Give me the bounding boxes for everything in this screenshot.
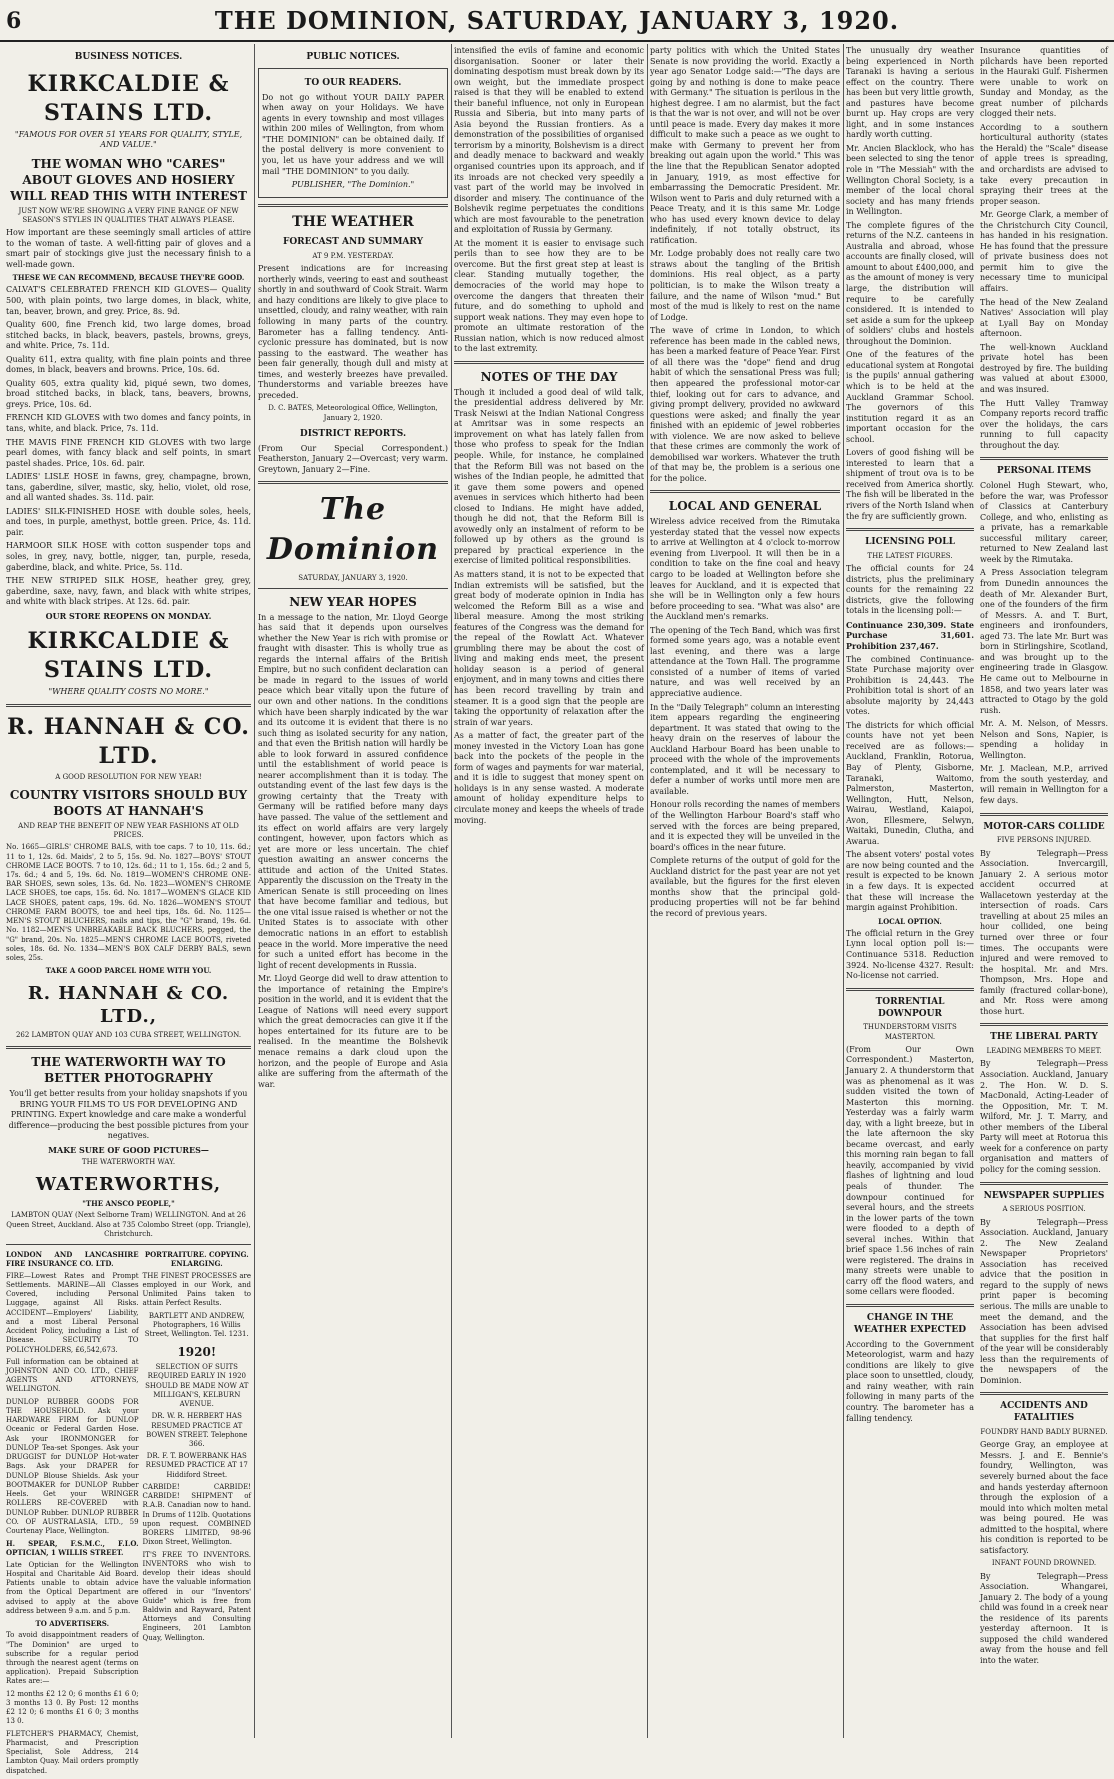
- inventors-ad: IT'S FREE TO INVENTORS. INVENTORS who wish to develop their ideas should have the valuable information offered in our "Inventors' Guide" which is free from Baldwin and Rayward, Patent Attorneys and Consulting Engineers, 201 Lambton Quay, Wellington.: [142, 1550, 251, 1642]
- licensing-body: The districts for which official counts have not yet been received are as follows:—Auckland, Franklin, Rotorua, Bay of Plenty, Gisborne, Taranaki, Waitomo, Palmerston, Masterton, Wellington, Hutt, Nelson, Wairau, Westland, Kaiapoi, Avon, Ellesmere, Selwyn, Waitaki, Dunedin, Clutha, and Awarua.: [846, 720, 974, 846]
- local-item: Mr. Ancien Blacklock, who has been selected to sing the tenor role in "The Messiah" with the Wellington Choral Society, is a member of the local choral society and has many friends in Wellington.: [846, 143, 974, 217]
- insurance-body: FIRE—Lowest Rates and Prompt Settlements. MARINE—All Classes Covered, including Personal Luggage, against All Risks. ACCIDENT—Employers' Liability, and a most Liberal Personal Accident Policy, including a List of Disease. SECURITY TO POLICYHOLDERS, £6,542,673.: [6, 1271, 139, 1354]
- waterworth-store: "THE ANSCO PEOPLE,": [82, 1199, 175, 1209]
- local-item: The complete figures of the returns of the N.Z. canteens in Australia and abroad, whose accounts are finally closed, will amount to about £400,000, and as the amount of money is very large, the distribution will require to be carefully considered. It is intended to set aside a sum for the upkeep of soldiers' clubs and hostels throughout the Dominion.: [846, 220, 974, 346]
- district-heading: DISTRICT REPORTS.: [299, 428, 407, 439]
- newspaper-title: THE DOMINION, SATURDAY, JANUARY 3, 1920.: [214, 6, 900, 35]
- column-rule: [843, 44, 844, 1738]
- insurance-info: Full information can be obtained at JOHNSTON AND CO. LTD., CHIEF AGENTS AND ATTORNEYS, WELLINGTON.: [6, 1357, 139, 1394]
- column-rule: [647, 44, 648, 1738]
- hannah-sub: A GOOD RESOLUTION FOR NEW YEAR!: [55, 772, 202, 781]
- motor-body: By Telegraph—Press Association. Invercargill, January 2. A serious motor accident occurred at Wallacetown yesterday at the intersection of roads. Cars travelling at about 25 miles an hour collided, one being turned over three or four times. The occupants were injured and were removed to the hospital. Mr. and Mrs. Thompson, Mrs. Hope and family (fractured collar-bone), and Mr. Ross were among those hurt.: [980, 848, 1108, 1016]
- licensing-body: The combined Continuance-State Purchase majority over Prohibition is 24,443. The Prohibition total is short of an absolute majority by 24,443 votes.: [846, 654, 974, 717]
- divider: [258, 481, 448, 484]
- personal-body: A Press Association telegram from Dunedin announces the death of Mr. Alexander Burt, one of the founders of the firm of Messrs. A. and T. Burt, engineers and ironfounders, aged 73. The late Mr. Burt was born in Stirlingshire, Scotland, and was brought up to the engineering trade in Glasgow. He came out to Melbourne in 1858, and two years later was attracted to Otago by the gold rush.: [980, 568, 1108, 715]
- waterworth-sure: MAKE SURE OF GOOD PICTURES—: [48, 1144, 209, 1155]
- ad-row: [6, 1250, 251, 1779]
- kirkcaldie-item: FRENCH KID GLOVES with two domes and fancy points, in tans, white, and black. Price, 7s. 11d.: [6, 413, 251, 433]
- divider: [980, 1392, 1108, 1395]
- column-rule: [254, 44, 255, 1738]
- hannah-intro: AND REAP THE BENEFIT OF NEW YEAR FASHIONS AT OLD PRICES.: [18, 821, 239, 840]
- local-item: The Hutt Valley Tramway Company reports record traffic over the holidays, the cars running to full capacity throughout the day.: [980, 398, 1108, 450]
- divider: [980, 457, 1108, 460]
- advertisers-body: To avoid disappointment readers of "The Dominion" are urged to subscribe for a regular period through the nearest agent (terms on application). Prepaid Subscription Rates are:—: [6, 1631, 139, 1686]
- waterworth-body: You'll get better results from your holiday snapshots if you BRING YOUR FILMS TO US FOR DEVELOPING AND PRINTING. Expert knowledge and care make a wonderful difference—producing the best possible pictures from your negatives.: [8, 1088, 249, 1141]
- advertisers-heading: TO ADVERTISERS.: [35, 1619, 110, 1629]
- kirkcaldie-name-footer: KIRKCALDIE & STAINS LTD.: [27, 628, 230, 684]
- column-rule: [451, 44, 452, 1738]
- kirkcaldie-name: KIRKCALDIE & STAINS LTD.: [27, 70, 230, 126]
- local-item: The head of the New Zealand Natives' Association will play at Lyall Bay on Monday afternoon.: [980, 297, 1108, 339]
- carbide-ad: CARBIDE! CARBIDE! CARBIDE! SHIPMENT of R.A.B. Canadian now to hand. In Drums of 112lb. Quotations upon request. COMBINED BORERS LIMITED, 98-96 Dixon Street, Wellington.: [142, 1482, 251, 1547]
- accidents-sub: FOUNDRY HAND BADLY BURNED.: [980, 1428, 1108, 1437]
- local-heading: LOCAL AND GENERAL: [668, 499, 822, 514]
- local-body: Honour rolls recording the names of members of the Wellington Harbour Board's staff who served with the forces are being prepared, and it is expected they will be unveiled in the board's offices in the near future.: [650, 800, 840, 852]
- herbert-ad: DR. W. R. HERBERT HAS RESUMED PRACTICE AT BOWEN STREET. Telephone 366.: [146, 1412, 248, 1448]
- portrait-body: THE FINEST PROCESSES are employed in our Work, and Unlimited Pains taken to attain Perfect Results.: [142, 1271, 251, 1308]
- side-ads: [143, 1250, 251, 1779]
- kirkcaldie-headline: THE WOMAN WHO "CARES" ABOUT GLOVES AND HOSIERY WILL READ THIS WITH INTEREST: [10, 157, 247, 203]
- subcolumns: [846, 46, 1108, 1670]
- kirkcaldie-item: THE MAVIS FINE FRENCH KID GLOVES with two large pearl domes, with fancy black and self points, in smart pastel shades. Price, 10s. 6d. pair.: [6, 437, 251, 468]
- downpour-body: (From Our Own Correspondent.) Masterton, January 2. A thunderstorm that was as phenomenal as it was sudden visited the town of Masterton this morning. Yesterday was a fairly warm day, with a light breeze, but in the late afternoon the sky became overcast, and early this morning rain began to fall heavily, accompanied by vivid flashes of lightning and loud peals of thunder. The downpour continued for several hours, and the streets in the lower parts of the town were flooded to a depth of several inches. Within that brief space 1.56 inches of rain were registered. The drains in many streets were unable to carry off the flood waters, and some cellars were flooded.: [846, 1044, 974, 1297]
- kirkcaldie-body: How important are these seemingly small articles of attire to the woman of taste. A well-fitting pair of gloves and a smart pair of stockings give just the necessary finish to a well-made gown.: [6, 227, 251, 269]
- motor-sub: FIVE PERSONS INJURED.: [996, 836, 1092, 845]
- local-item: The well-known Auckland private hotel has been destroyed by fire. The building was valued at about £3000, and was insured.: [980, 342, 1108, 394]
- weather-time: AT 9 P.M. YESTERDAY.: [312, 252, 394, 261]
- personal-body: Mr. A. M. Nelson, of Messrs. Nelson and Sons, Napier, is spending a holiday in Wellington.: [980, 719, 1108, 760]
- divider: [6, 1244, 251, 1245]
- liberal-sub: LEADING MEMBERS TO MEET.: [986, 1047, 1102, 1056]
- fletcher-ad: FLETCHER'S PHARMACY, Chemist, Pharmacist, and Prescription Specialist, Sole Address, 214 Lambton Quay. Mail orders promptly dispatched.: [6, 1729, 139, 1775]
- weather-body: Present indications are for increasing northerly winds, veering to east and southeast shortly in and southward of Cook Strait. Warm and hazy conditions are likely to give place to unsettled, cloudy, and rainy weather, with rain following in many parts of the country. Barometer has a falling tendency. Anti-cyclonic pressure has dominated, but is now passing to the eastward. The weather has been fair generally, though dull and misty at times, and westerly breezes have prevailed. Thunderstorms and variable breezes have preceded.: [258, 264, 448, 400]
- licensing-sub: THE LATEST FIGURES.: [867, 551, 953, 560]
- kirkcaldie-reopen: OUR STORE REOPENS ON MONDAY.: [45, 610, 212, 621]
- divider: [6, 1046, 251, 1049]
- masthead: [0, 0, 1114, 42]
- kirkcaldie-item: Quality 611, extra quality, with fine plain points and three domes, in black, beavers and browns. Price, 10s. 6d.: [6, 354, 251, 375]
- hannah-items: No. 1665—GIRLS' CHROME BALS, with toe caps. 7 to 10, 11s. 6d.; 11 to 1, 12s. 6d. Maids', 2 to 5, 15s. 9d. No. 1827—BOYS' STOUT CHROME LACE BOOTS. 7 to 10, 12s. 6d.; 11 to 1, 15s. 6d.; 2 and 5, 17s. 6d.; 4 and 5, 19s. 6d. No. 1819—WOMEN'S CHROME ONE-BAR SHOES, sewn soles, 13s. 6d. No. 1823—WOMEN'S CHROME LACE SHOES, toe caps, 15s. 6d. No. 1817—WOMEN'S GLACE KID LACE SHOES, patent caps, 19s. 6d. No. 1826—WOMEN'S STOUT CHROME FARM BOOTS, toe and heel tips, 18s. 6d. No. 1125—MEN'S STOUT BLUCHERS, nails and tips, the "G" brand, 19s. 6d. No. 1182—MEN'S UNBREAKABLE BACK BLUCHERS, pegged, the "G" brand, 20s. No. 1825—MEN'S CHROME LACE BOOTS, riveted soles, 18s. 6d. No. 1334—MEN'S BOX CALF DERBY BALS, sewn soles, 25s.: [6, 843, 251, 963]
- hannah-headline: COUNTRY VISITORS SHOULD BUY BOOTS AT HANNAH'S: [9, 788, 248, 818]
- licensing-body: The absent voters' postal votes are now being counted and the result is expected to be known in a few days. It is expected that these will increase the margin against Prohibition.: [846, 850, 974, 913]
- divider: [650, 490, 840, 493]
- divider: [980, 1182, 1108, 1185]
- change-heading: CHANGE IN THE WEATHER EXPECTED: [853, 1312, 967, 1335]
- local-option-body: The official return in the Grey Lynn local option poll is:— Continuance 5318. Reduction 3924. No-license 4327. Result: No-license not carried.: [846, 928, 974, 981]
- kirkcaldie-tagline-footer: "WHERE QUALITY COSTS NO MORE.": [48, 687, 209, 697]
- bowerbank-ad: DR. F. T. BOWERBANK HAS RESUMED PRACTICE AT 17 Hiddiford Street.: [145, 1452, 248, 1479]
- newspaper-heading: NEWSPAPER SUPPLIES: [983, 1190, 1105, 1201]
- column-advertisements: [6, 46, 251, 1775]
- kirkcaldie-item: HARMOOR SILK HOSE with cotton suspender tops and soles, in grey, navy, bottle, nigger, tan, purple, reseda, gaberdine, black, and white. Price, 5s. 11d.: [6, 541, 251, 572]
- downpour-heading: TORRENTIAL DOWNPOUR: [875, 996, 945, 1019]
- local-body: In the "Daily Telegraph" column an interesting item appears regarding the engineering department. It was stated that owing to the heavy drain on the reserves of labour the Auckland Harbour Board has been unable to proceed with the whole of the improvements contemplated, and it will be necessary to defer a number of works until more men are available.: [650, 702, 840, 796]
- liberal-body: By Telegraph—Press Association. Auckland, January 2. The Hon. W. D. S. MacDonald, Acting-Leader of the Opposition, Mr. T. M. Wilford, Mr. J. T. Marry, and other members of the Liberal Party will meet at Rotorua this week for a conference on party organisation and matters of policy for the coming session.: [980, 1059, 1108, 1174]
- licensing-body: The official counts for 24 districts, plus the preliminary counts for the remaining 22 districts, give the following totals in the licensing poll:—: [846, 564, 974, 616]
- subcolumn-left: [846, 46, 974, 1670]
- divider: [6, 704, 251, 707]
- local-option-heading: LOCAL OPTION.: [878, 916, 942, 926]
- local-body: Wireless advice received from the Rimutaka yesterday stated that the vessel now expects to arrive at Wellington at 4 o'clock to-morrow evening from Liverpool. It will then be in a condition to take on the fine coal and heavy cargo to be loaded at Wellington before she leaves for Auckland, and it is expected that she will be in Wellington only a few hours before proceeding to sea. "What was also" are the Auckland men's remarks.: [650, 517, 840, 622]
- waterworth-name: WATERWORTHS,: [35, 1174, 222, 1196]
- notes-heading: NOTES OF THE DAY: [480, 369, 618, 384]
- hannah-address: 262 LAMBTON QUAY AND 103 CUBA STREET, WELLINGTON.: [15, 1031, 242, 1040]
- kirkcaldie-tagline: "FAMOUS FOR OVER 51 YEARS FOR QUALITY, STYLE, AND VALUE.": [14, 129, 243, 150]
- publisher: PUBLISHER, "The Dominion.": [291, 180, 415, 190]
- licensing-totals: Continuance 230,309. State Purchase 31,601. Prohibition 237,467.: [846, 619, 974, 651]
- hannah-name-footer: R. HANNAH & CO. LTD.,: [27, 982, 230, 1028]
- dominion-masthead: The Dominion: [266, 492, 440, 567]
- readers-heading: TO OUR READERS.: [304, 77, 402, 88]
- motor-heading: MOTOR-CARS COLLIDE: [983, 821, 1105, 832]
- divider: [846, 528, 974, 531]
- readers-notice: [258, 68, 448, 198]
- kirkcaldie-item: LADIES' LISLE HOSE in fawns, grey, champagne, brown, tans, gaberdine, silver, mastic, sky, helio, violet, old rose, and all wanted shades. 3s. 11d. pair.: [6, 472, 251, 503]
- change-body: According to the Government Meteorologist, warm and hazy conditions are likely to give place soon to unsettled, cloudy, and rainy weather, with rain following in many parts of the country. The barometer has a falling tendency.: [846, 1339, 974, 1423]
- spear-name: H. SPEAR, F.S.M.C., F.I.O. OPTICIAN, 1 WILLIS STREET.: [6, 1539, 139, 1558]
- waterworth-address: LAMBTON QUAY (Next Selborne Tram) WELLINGTON. And at 26 Queen Street, Auckland. Also at 735 Colombo Street (opp. Triangle), Christchurch.: [6, 1211, 251, 1238]
- waterworth-headline: THE WATERWORTH WAY TO BETTER PHOTOGRAPHY: [31, 1055, 226, 1086]
- weather-heading: THE WEATHER: [292, 213, 414, 230]
- notes-continued: Mr. Lodge probably does not really care two straws about the tangling of the British dominions. His real object, as a party politician, is to make the Wilson treaty a failure, and the name of Wilson "mud." But most of the mud is likely to rest on the name of Lodge.: [650, 249, 840, 322]
- dominion-date: SATURDAY, JANUARY 3, 1920.: [298, 573, 408, 582]
- column-notices-editorial: [258, 46, 448, 1736]
- newspaper-sub: A SERIOUS POSITION.: [1002, 1205, 1086, 1214]
- subcolumn-right: [980, 46, 1108, 1670]
- local-body: The opening of the Tech Band, which was first formed some years ago, was a notable event last evening, and there was a large attendance at the Town Hall. The programme consisted of a number of items of varied nature, and was well received by an appreciative audience.: [650, 625, 840, 698]
- kirkcaldie-item: CALVAT'S CELEBRATED FRENCH KID GLOVES— Quality 500, with plain points, two large domes, in black, white, tan, beaver, brown, and grey. Price, 8s. 9d.: [6, 285, 251, 316]
- section-heading: BUSINESS NOTICES.: [74, 52, 183, 62]
- readers-body: Do not go without YOUR DAILY PAPER when away on your Holidays. We have agents in every township and most villages within 200 miles of Wellington, from whom "THE DOMINION" can be obtained daily. If the postal delivery is more convenient to you, let us have your address and we will mail "THE DOMINION" to you daily.: [262, 92, 444, 176]
- divider: [980, 813, 1108, 816]
- portrait-name: BARTLETT AND ANDREW, Photographers, 16 Willis Street, Wellington. Tel. 1231.: [144, 1311, 249, 1339]
- column-local-news: [650, 46, 840, 1736]
- accidents-body: George Gray, an employee at Messrs. J. and E. Bennie's foundry, Wellington, was severely burned about the face and hands yesterday afternoon through the explosion of a mould into which molten metal was being poured. He was admitted to the hospital, where his condition is reported to be satisfactory.: [980, 1440, 1108, 1555]
- insurance-ad: [6, 1250, 139, 1779]
- personal-body: Mr. J. Maclean, M.P., arrived from the south yesterday, and will remain in Wellington for a few days.: [980, 764, 1108, 805]
- hannah-parcel: TAKE A GOOD PARCEL HOME WITH YOU.: [45, 966, 212, 976]
- kirkcaldie-item: LADIES' SILK-FINISHED HOSE with double soles, heels, and toes, in purple, amethyst, bottle green. Price, 4s. 11d. pair.: [6, 506, 251, 537]
- local-item: Mr. George Clark, a member of the Christchurch City Council, has handed in his resignation. He has found that the pressure of private business does not permit him to give the necessary time to municipal affairs.: [980, 210, 1108, 294]
- kirkcaldie-intro: JUST NOW WE'RE SHOWING A VERY FINE RANGE OF NEW SEASON'S STYLES IN QUALITIES THAT ALWAYS PLEASE.: [18, 206, 239, 224]
- local-item: The unusually dry weather being experienced in North Taranaki is having a serious effect on the country. There has been but very little growth, and pastures have become burnt up. Hay crops are very light, and in some instances hardly worth cutting.: [846, 46, 974, 140]
- page-number: 6: [6, 8, 22, 34]
- notes-body: As matters stand, it is not to be expected that Indian extremists will be satisfied, but the great body of moderate opinion in India has welcomed the Reform Bill as a wise and liberal measure. Among the most striking features of the Congress was the demand for the repeal of the Rowlatt Act. Whatever grumbling there may be about the cost of living and making ends meet, the present holiday season is a period of general enjoyment, and in many towns and cities there has been record travelling by train and steamer. It is a good sign that the people are taking the opportunity of relaxation after the strain of war years.: [454, 569, 645, 727]
- divider: [846, 1304, 974, 1307]
- portrait-heading: PORTRAITURE. COPYING. ENLARGING.: [144, 1250, 249, 1269]
- suits-ad: SELECTION OF SUITS REQUIRED EARLY IN 1920 SHOULD BE MADE NOW AT MILLIGAN'S, KELBURN AVENUE.: [145, 1363, 249, 1409]
- weather-subheading: FORECAST AND SUMMARY: [282, 237, 424, 248]
- notes-continued: party politics with which the United States Senate is now providing the world. Exactly a year ago Senator Lodge said:—"The days are going by and nothing is done to make peace with Germany." The situation is perilous in the highest degree. I am no alarmist, but the fact is that the war is not over, and will not be over until peace is made. Every day makes it more difficult to make such a peace as we ought to make with Germany to prevent her from breaking out again upon the world." This was the line that the Republican Senator adopted in January, 1919, as most effective for embarrassing the Democratic President. Mr. Wilson went to Paris and duly returned with a Peace Treaty, and it is this same Mr. Lodge who has used every known device to delay indefinitely, if not totally obstruct, its ratification.: [650, 46, 840, 245]
- dunlop-ad: DUNLOP RUBBER GOODS FOR THE HOUSEHOLD. Ask your HARDWARE FIRM for DUNLOP Oceanic or Federal Garden Hose. Ask your IRONMONGER for DUNLOP Tea-set Sponges. Ask your DRUGGIST for DUNLOP Hot-water Bags. Ask your DRAPER for DUNLOP Blouse Shields. Ask your BOOTMAKER for DUNLOP Rubber Heels. Get your WRINGER ROLLERS RE-COVERED with DUNLOP Rubber. DUNLOP RUBBER CO. OF AUSTRALASIA, LTD., 59 Courtenay Place, Wellington.: [6, 1397, 139, 1535]
- notes-body: Though it included a good deal of wild talk, the presidential address delivered by Mr. Trask Neiswi at the Indian National Congress at Amritsar was in some respects an improvement on what has lately fallen from those who profess to speak for the Indian people. While, for instance, he complained that the Reform Bill was not based on the wishes of the Indian people, he admitted that it gave them some powers and opened avenues in services which hitherto had been closed to Indians. He might have added, though he did not, that the Reform Bill is avowedly only an instalment of reform to be followed up by others as the ground is prepared by practical experience in the exercise of limited political responsibilities.: [454, 387, 644, 566]
- divider: [258, 204, 448, 207]
- notes-continued: The wave of crime in London, to which reference has been made in the cabled news, has been a marked feature of Peace Year. First of all there was the "dope" fiend and drug habit of which the sensational Press was full; then appeared the professional motor-car thief, looking out for cars to advance, and giving prompt delivery, provided no awkward questions were asked; and finally the year finished with an epidemic of jewel robberies with violence. We are now asked to believe that these crimes are commonly the work of demobilised war workers. Whatever the truth of that may be, the problem is a serious one for the police.: [650, 326, 840, 483]
- column-editorial-notes: [454, 46, 644, 1736]
- newspaper-body: By Telegraph—Press Association. Auckland, January 2. The New Zealand Newspaper Proprietors' Association has received advice that the position in regard to the supply of news print paper is becoming serious. The mills are unable to meet the demand, and the Association has been advised that supplies for the first half of the year will be considerably less than the requirements of the newspapers of the Dominion.: [980, 1217, 1108, 1385]
- weather-signature: D. C. BATES, Meteorological Office, Wellington, January 2, 1920.: [268, 404, 438, 422]
- personal-body: Colonel Hugh Stewart, who, before the war, was Professor of Classics at Canterbury College, and who, enlisting as a private, has a remarkable successful military career, returned to New Zealand last week by the Rimutaka.: [980, 481, 1108, 564]
- notes-body: As a matter of fact, the greater part of the money invested in the Victory Loan has gone back into the pockets of the people in the form of wages and payments for war material, and it is idle to suggest that money spent on holidays is in any sense wasted. A moderate amount of holiday expenditure helps to circulate money and keeps the wheels of trade moving.: [454, 731, 644, 825]
- local-item: According to a southern horticultural authority (states the Herald) the "Scale" disease of apple trees is spreading, and orchardists are advised to take every precaution in spraying their trees at the proper season.: [980, 122, 1108, 206]
- waterworth-way: THE WATERWORTH WAY.: [81, 1158, 176, 1167]
- liberal-heading: THE LIBERAL PARTY: [990, 1032, 1098, 1043]
- personal-heading: PERSONAL ITEMS: [996, 466, 1092, 477]
- insurance-name: LONDON AND LANCASHIRE FIRE INSURANCE CO. LTD.: [6, 1250, 139, 1269]
- accidents-body: By Telegraph—Press Association. Whangarei, January 2. The body of a young child was found in a creek near the residence of its parents yesterday afternoon. It is supposed the child wandered away from the house and fell into the water.: [980, 1571, 1108, 1665]
- divider: [454, 361, 644, 364]
- spear-body: Late Optician for the Wellington Hospital and Charitable Aid Board. Patients unable to obtain advice from the Optical Department are advised to apply at the above address between 9 a.m. and 5 p.m.: [6, 1560, 139, 1615]
- kirkcaldie-recommend: THESE WE CAN RECOMMEND, BECAUSE THEY'RE GOOD.: [12, 273, 245, 283]
- downpour-sub: THUNDERSTORM VISITS MASTERTON.: [863, 1023, 957, 1041]
- subscription-rates: 12 months £2 12 0; 6 months £1 6 0; 3 months 13 0. By Post: 12 months £2 12 0; 6 months £1 6 0; 3 months 13 0.: [6, 1689, 139, 1726]
- district-body: (From Our Special Correspondent.) Featherston, January 2—Overcast; very warm. Greytown, January 2—Fine.: [258, 443, 448, 474]
- hannah-name: R. HANNAH & CO. LTD.: [7, 713, 250, 769]
- local-item: Insurance quantities of pilchards have been reported in the Hauraki Gulf. Fishermen were unable to work on Sunday and Monday, as the great number of pilchards clogged their nets.: [980, 46, 1108, 119]
- kirkcaldie-item: Quality 605, extra quality kid, piqué sewn, two domes, broad stitched backs, in black, tans, beavers, browns, greys. Price, 10s. 6d.: [6, 378, 251, 409]
- editorial-body: In a message to the nation, Mr. Lloyd George has said that it depends upon ourselves whether the New Year is rich with promise or fraught with disaster. This is wholly true as regards the internal affairs of the British Empire, but no such confident declaration can be made in regard to the issues of world peace which bear vitally upon the future of our own and other nations. In the conditions which have been sharply indicated by the war and its outcome it is evident that there is no such thing as isolated security for any nation, and that even the British nation will hardly be able to look forward in assured confidence until the establishment of world peace is nearer accomplishment than it is today. The outstanding event of the last few days is the growing certainty that the Treaty with Germany will be ratified before many days have passed. The value of the settlement and its effect on world affairs are very largely contingent, however, upon factors which as yet are more or less uncertain. The chief question awaiting an answer concerns the attitude and action of the United States. Apparently the discussion on the Treaty in the American Senate is still proceeding on lines that have become familiar and tedious, but the one vital issue raised is whether or not the United States is to associate with other democratic nations in an effort to establish peace in the world. More imperative the need for such a united effort has become in the light of recent developments in Russia.: [258, 612, 448, 970]
- divider: [258, 588, 448, 589]
- accidents-sub: INFANT FOUND DROWNED.: [991, 1559, 1097, 1568]
- notices-heading: PUBLIC NOTICES.: [306, 52, 400, 62]
- column-personal: [846, 46, 1108, 1736]
- editorial-body: Mr. Lloyd George did well to draw attention to the importance of retaining the Empire's position in the world, and it is evident that the League of Nations will need every support which the great democracies can give it if the hopes entertained for its future are to be realised. In the meantime the Bolshevik menace remains a dark cloud upon the horizon, and the people of Europe and Asia alike are suffering from the aftermath of the war.: [258, 974, 448, 1089]
- local-body: Complete returns of the output of gold for the Auckland district for the past year are not yet available, but the figures for the first eleven months show that the principal gold-producing properties will not be far behind the record of previous years.: [650, 856, 840, 918]
- local-item: One of the features of the educational system at Rongotai is the pupils' annual gathering which is to be held at the Auckland Grammar School. The governors of this institution regard it as an important occasion for the school.: [846, 350, 974, 444]
- kirkcaldie-item: THE NEW STRIPED SILK HOSE, heather grey, grey, gaberdine, saxe, navy, fawn, and black with white stripes, and white with black stripes. At 12s. 6d. pair.: [6, 576, 251, 607]
- licensing-heading: LICENSING POLL: [865, 537, 955, 548]
- editorial-continued: intensified the evils of famine and economic disorganisation. Sooner or later their dominating despotism must break down by its own weight, but the immediate prospect raised is that they will be enabled to extend their baneful influence, not only in European Russia and Siberia, but into many parts of Asia beyond the Russian frontiers. As a demonstration of the possibilities of organised terrorism by a minority, Bolshevism is a direct and deadly menace to backward and weakly organised countries upon its approach, and if its inroads are not checked very speedily a vast part of the world may be involved in disorder and misery. The continuance of the Bolshevik regime perpetuates the conditions which are most favourable to the penetration and exploitation of Russia by Germany.: [454, 46, 644, 235]
- year-banner: 1920!: [177, 1345, 217, 1360]
- editorial-heading: NEW YEAR HOPES: [289, 594, 417, 609]
- editorial-continued: At the moment it is easier to envisage such perils than to see how they are to be overcome. But the first great step at least is clear. Standing mutually together, the democracies of the world may hope to overcome the dangers that threaten their future, and do something to uphold and support weak nations. They may even hope to promote an ultimate restoration of the Russian nation, which is now reduced almost to the last extremity.: [454, 238, 644, 354]
- accidents-heading: ACCIDENTS AND FATALITIES: [1000, 1401, 1088, 1424]
- divider: [980, 1023, 1108, 1026]
- local-item: Lovers of good fishing will be interested to learn that a shipment of trout ova is to be received from America shortly. The fish will be liberated in the rivers of the North Island when the fry are sufficiently grown.: [846, 448, 974, 521]
- kirkcaldie-item: Quality 600, fine French kid, two large domes, broad stitched backs, in black, beavers, pastels, browns, greys, and white. Price, 7s. 11d.: [6, 320, 251, 351]
- divider: [846, 988, 974, 991]
